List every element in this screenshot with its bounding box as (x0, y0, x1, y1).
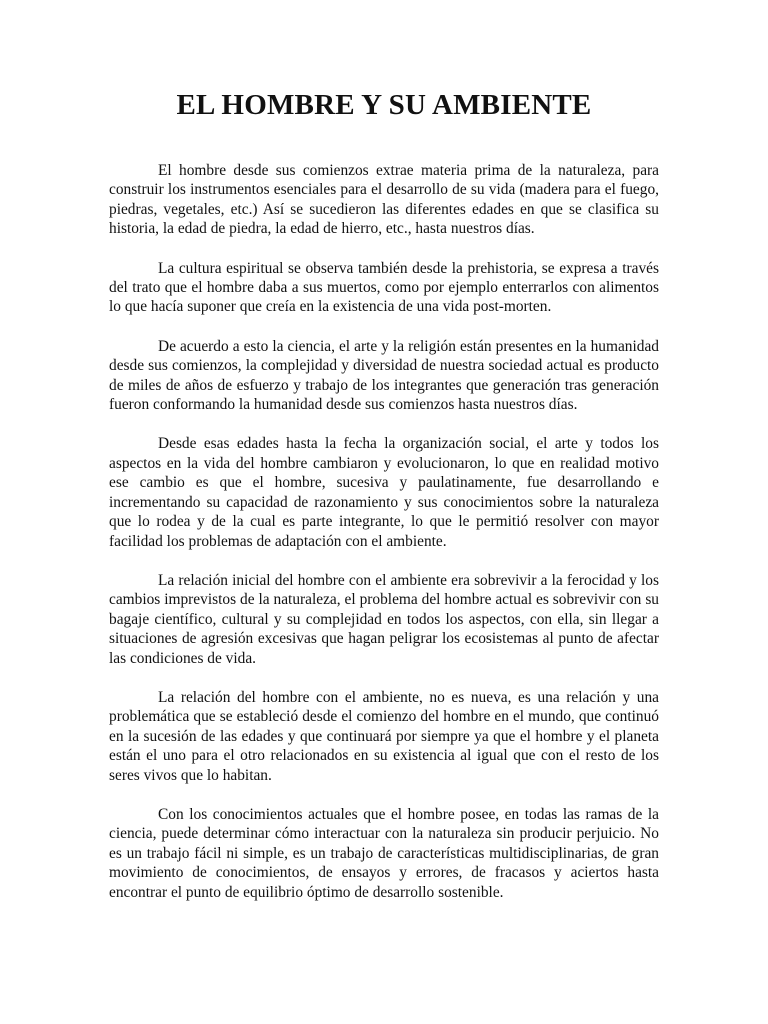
paragraph-1: El hombre desde sus comienzos extrae materia prima de la naturaleza, para construir los instrumentos esenciales para el desarrollo de su vida (madera para el fuego, piedras, vegetales, etc.) Así se sucedieron las diferentes edades en que se clasifica su historia, la edad de piedra, la edad de hierro, etc., hasta nuestros días. (109, 162, 659, 238)
paragraph-2: La cultura espiritual se observa también desde la prehistoria, se expresa a través del trato que el hombre daba a sus muertos, como por ejemplo enterrarlos con alimentos lo que hacía suponer que creía en la existencia de una vida post-morten. (109, 259, 659, 316)
document-body (109, 161, 659, 922)
document-title: EL HOMBRE Y SU AMBIENTE (176, 89, 592, 121)
paragraph-4: Desde esas edades hasta la fecha la organización social, el arte y todos los aspectos en la vida del hombre cambiaron y evolucionaron, lo que en realidad motivo ese cambio es que el hombre, sucesiva y paulatinamente, fue desarrollando e incrementando su capacidad de razonamiento y sus conocimientos sobre la naturaleza que lo rodea y de la cual es parte integrante, lo que le permitió resolver con mayor facilidad los problemas de adaptación con el ambiente. (109, 435, 659, 550)
paragraph-6: La relación del hombre con el ambiente, no es nueva, es una relación y una problemática que se estableció desde el comienzo del hombre en el mundo, que continuó en la sucesión de las edades y que continuará por siempre ya que el hombre y el planeta están el uno para el otro relacionados en su existencia al igual que con el resto de los seres vivos que lo habitan. (109, 688, 659, 784)
paragraph-7: Con los conocimientos actuales que el hombre posee, en todas las ramas de la ciencia, puede determinar cómo interactuar con la naturaleza sin producir perjuicio. No es un trabajo fácil ni simple, es un trabajo de características multidisciplinarias, de gran movimiento de conocimientos, de ensayos y errores, de fracasos y aciertos hasta encontrar el punto de equilibrio óptimo de desarrollo sostenible. (109, 805, 659, 901)
paragraph-5: La relación inicial del hombre con el ambiente era sobrevivir a la ferocidad y los cambios imprevistos de la naturaleza, el problema del hombre actual es sobrevivir con su bagaje científico, cultural y su complejidad en todos los aspectos, con ella, sin llegar a situaciones de agresión excesivas que hagan peligrar los ecosistemas al punto de afectar las condiciones de vida. (109, 571, 659, 667)
paragraph-3: De acuerdo a esto la ciencia, el arte y la religión están presentes en la humanidad desde sus comienzos, la complejidad y diversidad de nuestra sociedad actual es producto de miles de años de esfuerzo y trabajo de los integrantes que generación tras generación fueron conformando la humanidad desde sus comienzos hasta nuestros días. (109, 337, 659, 414)
